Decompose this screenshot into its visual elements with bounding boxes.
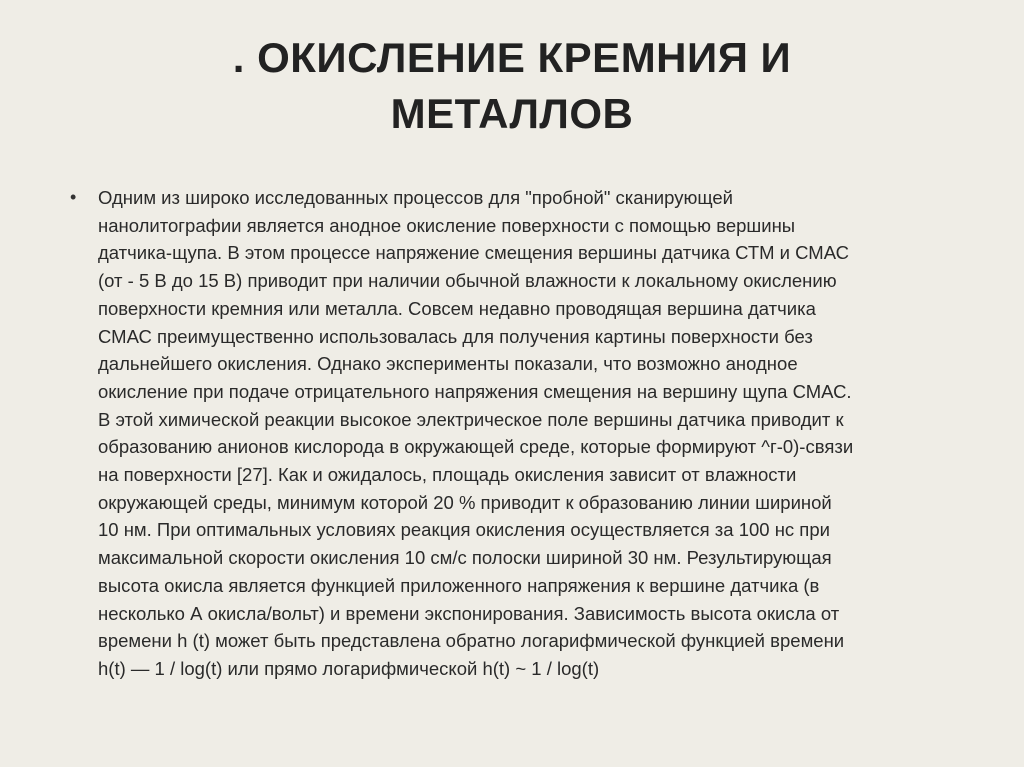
slide-title xyxy=(60,30,964,142)
body-line: на поверхности [27]. Как и ожидалось, площадь окисления зависит от влажности xyxy=(98,464,797,486)
body-line: Одним из широко исследованных процессов для "пробной" сканирующей xyxy=(98,187,733,208)
body-line: нанолитографии является анодное окисление поверхности с помощью вершины xyxy=(98,214,796,236)
body-line: максимальной скорости окисления 10 см/с полоски шириной 30 нм. Результирующая xyxy=(98,547,832,569)
body-line: h(t) — 1 / log(t) или прямо логарифмической h(t) ~ 1 / log(t) xyxy=(98,657,600,679)
body-line: (от - 5 В до 15 В) приводит при наличии обычной влажности к локальному окислению xyxy=(98,270,837,292)
body-line: окружающей среды, минимум которой 20 % приводит к образованию линии шириной xyxy=(98,491,832,513)
slide-body xyxy=(70,184,970,683)
body-line: времени h (t) может быть представлена обратно логарифмической функцией времени xyxy=(98,630,845,652)
body-line: датчика-щупа. В этом процессе напряжение смещения вершины датчика СТМ и СМАС xyxy=(98,242,850,264)
title-line-2: МЕТАЛЛОВ xyxy=(390,90,634,137)
body-line: несколько А окисла/вольт) и времени экспонирования. Зависимость высота окисла от xyxy=(98,602,840,624)
body-line: дальнейшего окисления. Однако эксперименты показали, что возможно анодное xyxy=(98,353,798,375)
body-line: образованию анионов кислорода в окружающей среде, которые формируют ^г-0)-связи xyxy=(98,436,854,458)
body-line: поверхности кремния или металла. Совсем недавно проводящая вершина датчика xyxy=(98,297,816,319)
bullet-icon: • xyxy=(70,187,77,207)
body-line: В этой химической реакции высокое электрическое поле вершины датчика приводит к xyxy=(98,408,844,430)
bullet-item xyxy=(70,184,970,683)
body-line: высота окисла является функцией приложенного напряжения к вершине датчика (в xyxy=(98,574,820,596)
title-line-1: . ОКИСЛЕНИЕ КРЕМНИЯ И xyxy=(232,34,792,81)
body-line: СМАС преимущественно использовалась для получения картины поверхности без xyxy=(98,325,813,347)
body-line: окисление при подаче отрицательного напряжения смещения на вершину щупа СМАС. xyxy=(98,380,852,402)
body-line: 10 нм. При оптимальных условиях реакция окисления осуществляется за 100 нс при xyxy=(98,519,830,541)
bullet-paragraph xyxy=(98,184,950,683)
